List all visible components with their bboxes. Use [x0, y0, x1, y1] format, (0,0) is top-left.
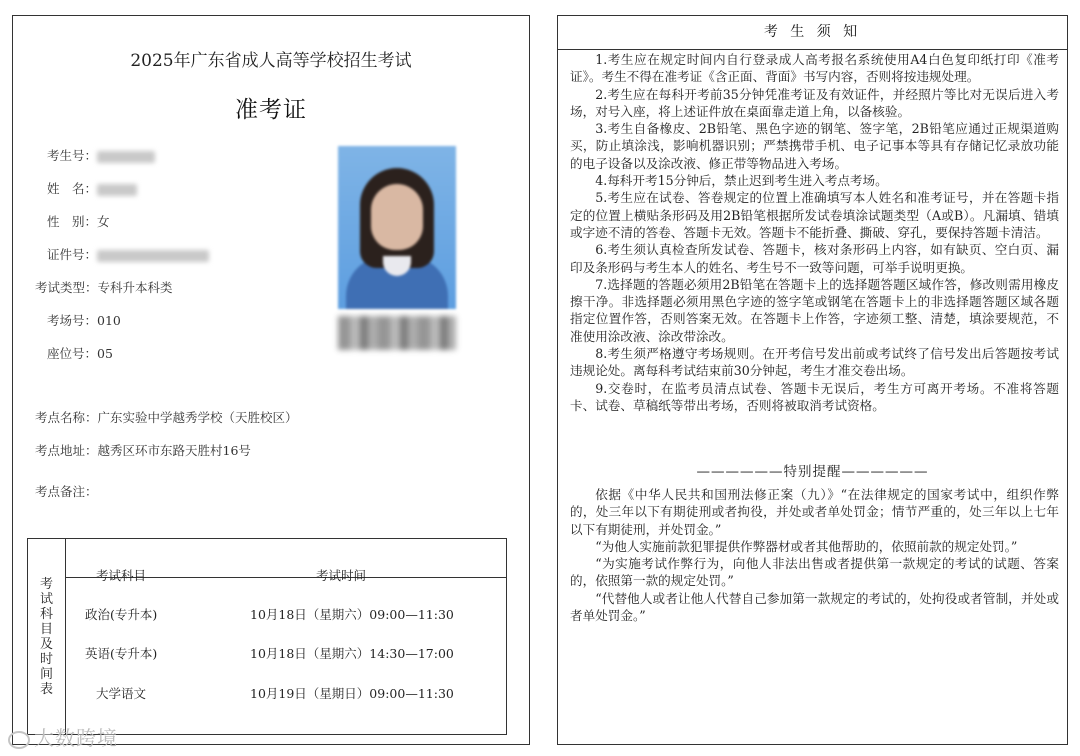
id-field	[47, 245, 209, 263]
site-name-label: 考点名称：	[35, 410, 98, 425]
schedule-row-subject: 大学语文	[96, 686, 147, 701]
exam-type-field	[35, 278, 173, 296]
id-redacted	[97, 250, 209, 262]
name-field	[47, 179, 137, 197]
notice-item: 4.每科开考15分钟后，禁止迟到考生进入考点考场。	[595, 173, 888, 189]
schedule-row-subject: 英语(专升本)	[85, 646, 158, 661]
candidate-photo	[338, 146, 456, 309]
site-name-field	[35, 408, 298, 426]
gender-value: 女	[97, 214, 110, 229]
watermark-text: 大数跨境	[34, 726, 118, 750]
schedule-row-time: 10月18日（星期六）09:00—11:30	[250, 607, 454, 622]
room-value: 010	[97, 313, 121, 328]
exam-type-value: 专科升本科类	[97, 280, 173, 295]
notice-header: 考 生 须 知	[558, 16, 1067, 50]
special-reminder-list	[570, 486, 1059, 624]
notice-list	[570, 51, 1059, 414]
watermark	[8, 722, 118, 751]
room-label: 考场号：	[47, 313, 98, 328]
notice-panel	[557, 15, 1068, 745]
special-item: “为他人实施前款犯罪提供作弊器材或者其他帮助的，依照前款的规定处罚。”	[595, 538, 1018, 554]
exam-schedule-table	[27, 538, 507, 735]
site-note-field	[35, 482, 98, 500]
schedule-row-subject: 政治(专升本)	[85, 607, 158, 622]
redacted-signature	[338, 316, 456, 350]
notice-item: 9.交卷时，在监考员清点试卷、答题卡无误后，考生方可离开考场。不准将答题卡、试卷、草稿纸等带出考场，否则将被取消考试资格。	[570, 380, 1059, 413]
exam-type-label: 考试类型：	[35, 280, 98, 295]
seat-label: 座位号：	[47, 346, 98, 361]
gender-label: 性 别：	[47, 214, 98, 229]
site-address-label: 考点地址：	[35, 443, 98, 458]
notice-item: 3.考生自备橡皮、2B铅笔、黑色字迹的钢笔、签字笔，2B铅笔应通过正规渠道购买，防止填涂浅，影响机器识别；严禁携带手机、电子记事本等具有存储记忆录放功能的电子设备以及涂改液、修正带等物品进入考场。	[570, 121, 1059, 171]
name-redacted	[97, 184, 137, 196]
col-header-time: 考试时间	[316, 568, 367, 583]
special-item: 依据《中华人民共和国刑法修正案（九）》“在法律规定的国家考试中，组织作弊的，处三年以下有期徒刑或者拘役，并处或者单处罚金；情节严重的，处三年以上七年以下有期徒刑，并处罚金。”	[570, 487, 1059, 537]
candidate-no-field	[47, 146, 155, 164]
notice-item: 2.考生应在每科开考前35分钟凭准考证及有效证件，并经照片等比对无误后进入考场，对号入座，将上述证件放在桌面靠走道上角，以备核验。	[570, 86, 1059, 119]
site-note-label: 考点备注：	[35, 484, 98, 499]
admission-card-panel	[12, 15, 530, 745]
notice-item: 6.考生须认真检查所发试卷、答题卡，核对条形码上内容，如有缺页、空白页、漏印及条形码与考生本人的姓名、考生号不一致等问题，可举手说明更换。	[570, 242, 1059, 275]
exam-title: 2025年广东省成人高等学校招生考试	[130, 51, 412, 71]
candidate-no-redacted	[97, 151, 155, 163]
room-field	[47, 311, 121, 329]
seat-value: 05	[97, 346, 113, 361]
watermark-logo-icon	[8, 731, 30, 749]
notice-item: 7.选择题的答题必须用2B铅笔在答题卡上的选择题答题区域作答，修改则需用橡皮擦干净。非选择题必须用黑色字迹的签字笔或钢笔在答题卡上的非选择题答题区域各题指定位置作答，否则答案无效。在答题卡上作答，字迹须工整、清楚，填涂要规范，不准使用涂改液、涂改带涂改。	[570, 276, 1059, 344]
name-label: 姓 名：	[47, 181, 98, 196]
gender-field	[47, 212, 110, 230]
special-item: “为实施考试作弊行为，向他人非法出售或者提供第一款规定的考试的试题、答案的，依照第一款的规定处罚。”	[570, 556, 1059, 589]
notice-item: 8.考生须严格遵守考场规则。在开考信号发出前或考试终了信号发出后答题按考试违规论处。离每科考试结束前30分钟起，考生才准交卷出场。	[570, 346, 1059, 379]
schedule-row-time: 10月19日（星期日）09:00—11:30	[250, 686, 454, 701]
candidate-no-label: 考生号：	[47, 148, 98, 163]
card-title: 准考证	[235, 97, 307, 123]
site-address-value: 越秀区环市东路天胜村16号	[97, 443, 251, 458]
notice-item: 1.考生应在规定时间内自行登录成人高考报名系统使用A4白色复印纸打印《准考证》。考生不得在准考证《含正面、背面》书写内容，否则将按违规处理。	[570, 52, 1059, 85]
schedule-row-time: 10月18日（星期六）14:30—17:00	[250, 646, 454, 661]
col-header-subject: 考试科目	[96, 568, 147, 583]
special-item: “代替他人或者让他人代替自己参加第一款规定的考试的，处拘役或者管制，并处或者单处罚金。”	[570, 590, 1059, 624]
seat-field	[47, 344, 113, 362]
notice-item: 5.考生应在试卷、答卷规定的位置上准确填写本人姓名和准考证号，并在答题卡指定的位置上横贴条形码及用2B铅笔根据所发试卷填涂试题类型（A或B）。凡漏填、错填或字迹不清的答卷、答题卡无效。答题卡不能折叠、撕破、穿孔，要保持答题卡清洁。	[570, 190, 1059, 240]
special-reminder-title: ——————特别提醒——————	[696, 464, 929, 480]
site-name-value: 广东实验中学越秀学校（天胜校区）	[97, 410, 298, 425]
id-label: 证件号：	[47, 247, 98, 262]
site-address-field	[35, 441, 251, 459]
schedule-side-label: 考试科目及时间表	[28, 539, 66, 734]
